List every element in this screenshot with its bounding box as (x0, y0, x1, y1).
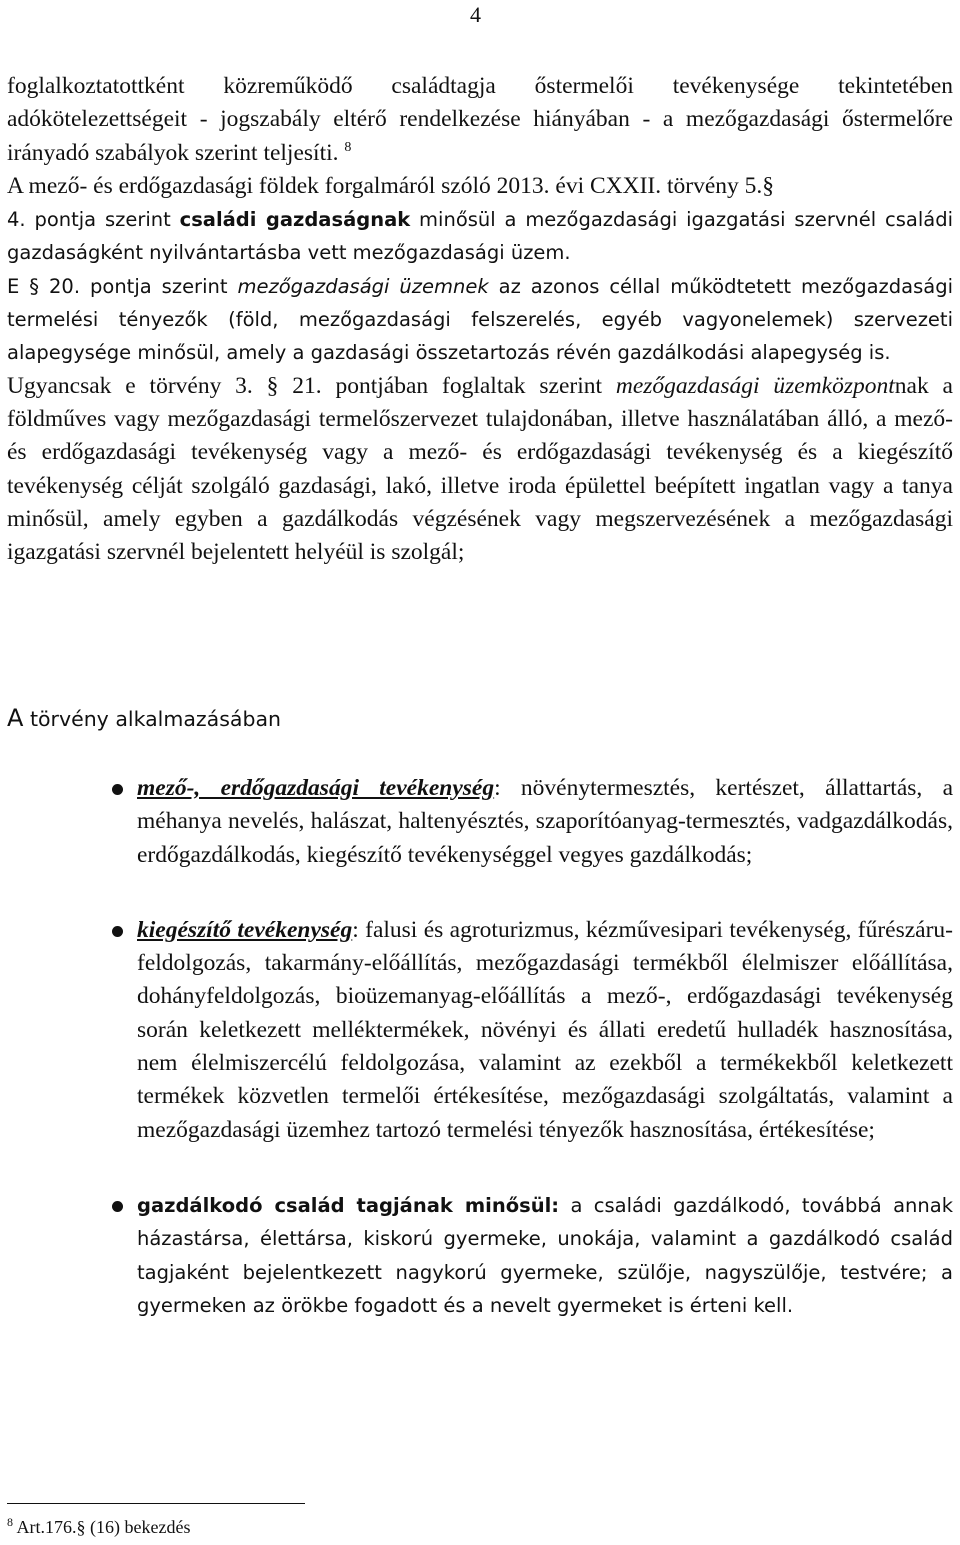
paragraph-text: nak a földműves vagy mezőgazdasági termelőszervezet tulajdonában, illetve használatában álló, a mező- és erdőgazdasági tevékenység vagy a mező- és erdőgazdasági tevékenység és a kiegészítő tevékenység célját szolgáló gazdasági, lakó, illetve iroda épülettel beépített ingatlan vagy a tanya minősül, amely egyben a gazdálkodás végzésének vagy megszervezésének a mezőgazdasági igazgatási szervnél bejelentett helyéül is szolgál; (7, 372, 953, 566)
definition-text: a családi gazdálkodó, továbbá annak házastársa, élettársa, kiskorú gyermeke, unokája, valamint a gazdálkodó család tagjaként bejelentkezett nagykorú gyermeke, szülője, nagyszülője, testvére; a gyermeken az örökbe fogadott és a nevelt gyermeket is érteni kell. (137, 1193, 953, 1317)
bullet-icon (112, 926, 123, 937)
paragraph (7, 370, 953, 570)
paragraph (7, 203, 953, 270)
footnote (7, 1515, 190, 1539)
definition-text: : falusi és agroturizmus, kézművesipari tevékenység, fűrészáru-feldolgozás, takarmány-előállítás, mezőgazdasági termékből élelmiszer előállítása, dohányfeldolgozás, bioüzemanyag-előállítás a mező-, erdőgazdasági tevékenység során keletkezett melléktermékek, növényi és állati eredetű hulladék hasznosítása, nem élelmiszercélú feldolgozása, valamint az ezekből a termékekből keletkezett termékek közvetlen termelői értékesítése, mezőgazdasági szolgáltatás, valamint a mezőgazdasági üzemhez tartozó termelési tényezők hasznosítása, értékesítése; (137, 916, 953, 1143)
heading-initial: A (7, 704, 24, 732)
page-number: 4 (470, 2, 481, 27)
paragraph-text: A mező- és erdőgazdasági földek forgalmáról szóló 2013. évi CXXII. törvény 5.§ (7, 172, 775, 199)
bullet-icon (112, 1201, 123, 1212)
definition-list (0, 772, 953, 1322)
heading-text: törvény alkalmazásában (23, 707, 282, 731)
footnote-separator (7, 1503, 305, 1504)
defined-term: családi gazdaságnak (179, 208, 411, 232)
defined-term: gazdálkodó család tagjának minősül: (137, 1193, 560, 1217)
paragraph-text: 4. pontja szerint (7, 208, 180, 232)
definition-text: : növénytermesztés, kertészet, állattartás, a méhanya nevelés, halászat, haltenyésztés, szaporítóanyag-termesztés, vadgazdálkodás, erdőgazdálkodás, kiegészítő tevékenységgel vegyes gazdálkodás; (137, 775, 953, 868)
section-heading (7, 702, 281, 736)
defined-term: kiegészítő tevékenység (137, 916, 353, 943)
defined-term: mező-, erdőgazdasági tevékenység (137, 775, 495, 801)
paragraph-text: foglalkoztatottként közreműködő családtagja őstermelői tevékenysége tekintetében adókötelezettségeit - jogszabály eltérő rendelkezése hiányában - a mezőgazdasági őstermelőre irányadó szabályok szerint teljesíti. (7, 73, 953, 166)
defined-term: mezőgazdasági üzemközpont (615, 372, 895, 399)
footnote-reference[interactable]: 8 (344, 139, 352, 155)
list-item (0, 772, 953, 872)
paragraph-text: minősül a mezőgazdasági igazgatási szervnél családi gazdaságként nyilvántartásba vett mezőgazdasági üzem. (7, 208, 953, 265)
paragraph (7, 170, 953, 203)
document-body (7, 70, 953, 569)
list-item (0, 914, 953, 1147)
footnote-text: Art.176.§ (16) bekezdés (16, 1517, 191, 1537)
paragraph-text: Ugyancsak e törvény 3. § 21. pontjában foglaltak szerint (7, 372, 616, 399)
bullet-icon (112, 784, 123, 795)
footnote-mark: 8 (7, 1515, 13, 1529)
paragraph (7, 70, 953, 170)
list-item (0, 1189, 953, 1322)
defined-term: mezőgazdasági üzemnek (237, 274, 489, 298)
paragraph-text: E § 20. pontja szerint (7, 274, 238, 298)
paragraph-text: az azonos céllal működtetett mezőgazdasági termelési tényezők (föld, mezőgazdasági felszerelés, egyéb vagyonelemek) szervezeti alapegysége minősül, amely a gazdasági összetartozás révén gazdálkodási alapegység is. (7, 274, 954, 365)
paragraph (7, 270, 953, 370)
